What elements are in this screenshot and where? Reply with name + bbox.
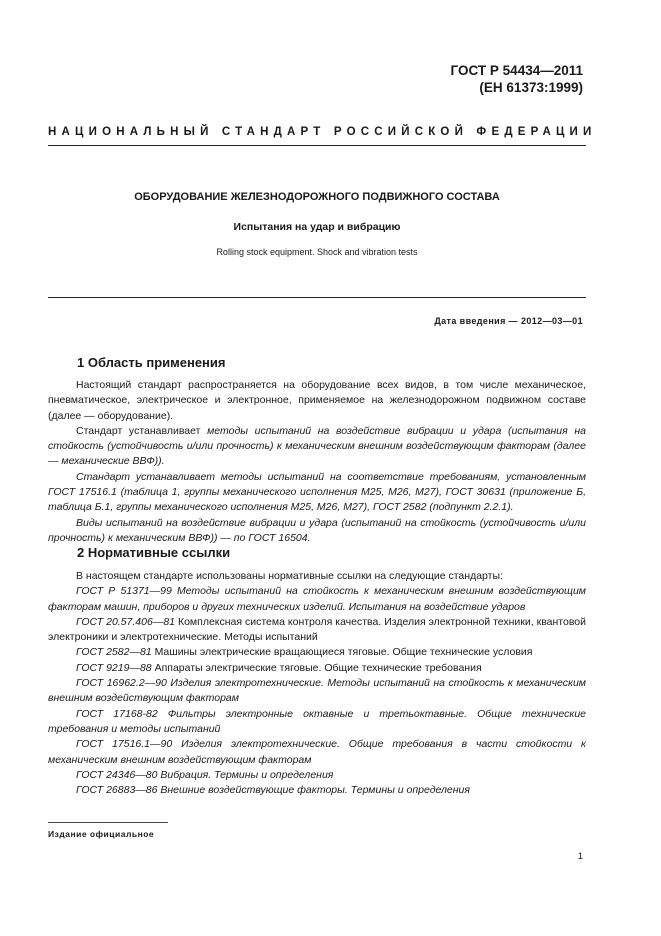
standard-number: ГОСТ Р 54434—2011 — [450, 63, 583, 78]
reference-item — [48, 615, 586, 646]
section-1-body — [48, 378, 586, 546]
reference-title: Изделия электротехнические. Методы испытаний на стойкость к механическим внешним воздействующим факторам — [48, 677, 586, 705]
reference-code: ГОСТ 17168-82 — [76, 707, 168, 720]
section-1-heading: 1 Область применения — [77, 355, 226, 370]
section-1-paragraph-2-lead: Стандарт устанавливает — [76, 424, 208, 437]
reference-code: ГОСТ 2582—81 — [76, 646, 155, 659]
reference-code: ГОСТ 24346—80 — [76, 768, 161, 781]
section-1-paragraph-2 — [48, 424, 586, 470]
national-standard-banner: НАЦИОНАЛЬНЫЙ СТАНДАРТ РОССИЙСКОЙ ФЕДЕРАЦИИ — [48, 126, 597, 138]
reference-item — [48, 768, 586, 783]
document-title: ОБОРУДОВАНИЕ ЖЕЛЕЗНОДОРОЖНОГО ПОДВИЖНОГО СОСТАВА — [134, 191, 500, 203]
title-divider — [48, 297, 586, 298]
reference-code: ГОСТ 17516.1—90 — [76, 738, 182, 751]
reference-item — [48, 645, 586, 660]
reference-title: Изделия электротехнические. Общие требования в части стойкости к механическим внешним воздействующим факторам — [48, 738, 586, 766]
reference-item — [48, 707, 586, 738]
reference-title: Методы испытаний на стойкость к механическим внешним воздействующим факторам машин, приборов и других технических изделий. Испытания на воздействие ударов — [48, 585, 586, 613]
section-2-heading: 2 Нормативные ссылки — [77, 545, 231, 560]
reference-title: Фильтры электронные октавные и третьоктавные. Общие технические требования и методы испытаний — [48, 707, 586, 735]
section-1-paragraph-1: Настоящий стандарт распространяется на оборудование всех видов, в том числе механическое, пневматическое, электрическое и электронное, применяемое на железнодорожном подвижном составе (далее — оборудование). — [48, 379, 586, 422]
introduction-date: Дата введения — 2012—03—01 — [434, 316, 583, 326]
section-1-paragraph-3: Стандарт устанавливает методы испытаний на соответствие требованиям, установленным ГОСТ 17516.1 (таблица 1, группы механического исполнения М25, М26, М27), ГОСТ 30631 (приложение Б, таблица Б.1, группы механического исполнения М25, М26, М27), ГОСТ 2582 (подпункт 2.2.1). — [48, 470, 586, 514]
section-1-paragraph-4: Виды испытаний на воздействие вибрации и удара (испытаний на стойкость (устойчивость и/или прочность) к механическим ВВФ)) — по ГОСТ 16504. — [48, 516, 586, 544]
edition-label: Издание официальное — [48, 829, 155, 839]
reference-item — [48, 661, 586, 676]
section-1-paragraph-2-italic: методы испытаний на воздействие вибрации и удара (испытания на стойкость (устойчивость и/или прочность) к механическим внешним воздействующим факторам (далее — механические ВВФ)). — [48, 424, 586, 468]
reference-code: ГОСТ 9219—88 — [76, 661, 155, 674]
reference-title: Машины электрические вращающиеся тяговые. Общие технические условия — [154, 646, 533, 659]
footer-divider — [48, 822, 168, 823]
normative-references-list — [48, 584, 586, 798]
reference-item — [48, 676, 586, 707]
reference-title: Внешние воздействующие факторы. Термины и определения — [160, 784, 470, 797]
reference-code: ГОСТ 16962.2—90 — [76, 677, 171, 690]
reference-code: ГОСТ 20.57.406—81 — [76, 615, 178, 628]
section-2-intro: В настоящем стандарте использованы нормативные ссылки на следующие стандарты: — [76, 570, 503, 582]
reference-item — [48, 584, 586, 615]
reference-item — [48, 783, 586, 798]
document-title-english: Rolling stock equipment. Shock and vibration tests — [216, 247, 418, 257]
page-number: 1 — [577, 851, 583, 862]
reference-item — [48, 737, 586, 768]
reference-title: Аппараты электрические тяговые. Общие технические требования — [154, 661, 482, 674]
reference-code: ГОСТ 26883—86 — [76, 784, 161, 797]
reference-code: ГОСТ Р 51371—99 — [76, 585, 177, 598]
reference-title: Комплексная система контроля качества. Изделия электронной техники, квантовой электроники и электротехнические. Методы испытаний — [48, 615, 587, 644]
standard-en-number: (ЕН 61373:1999) — [479, 80, 583, 95]
reference-title: Вибрация. Термины и определения — [160, 768, 334, 781]
section-2-body — [48, 569, 586, 798]
header-divider — [48, 145, 586, 146]
document-subtitle: Испытания на удар и вибрацию — [233, 221, 401, 233]
